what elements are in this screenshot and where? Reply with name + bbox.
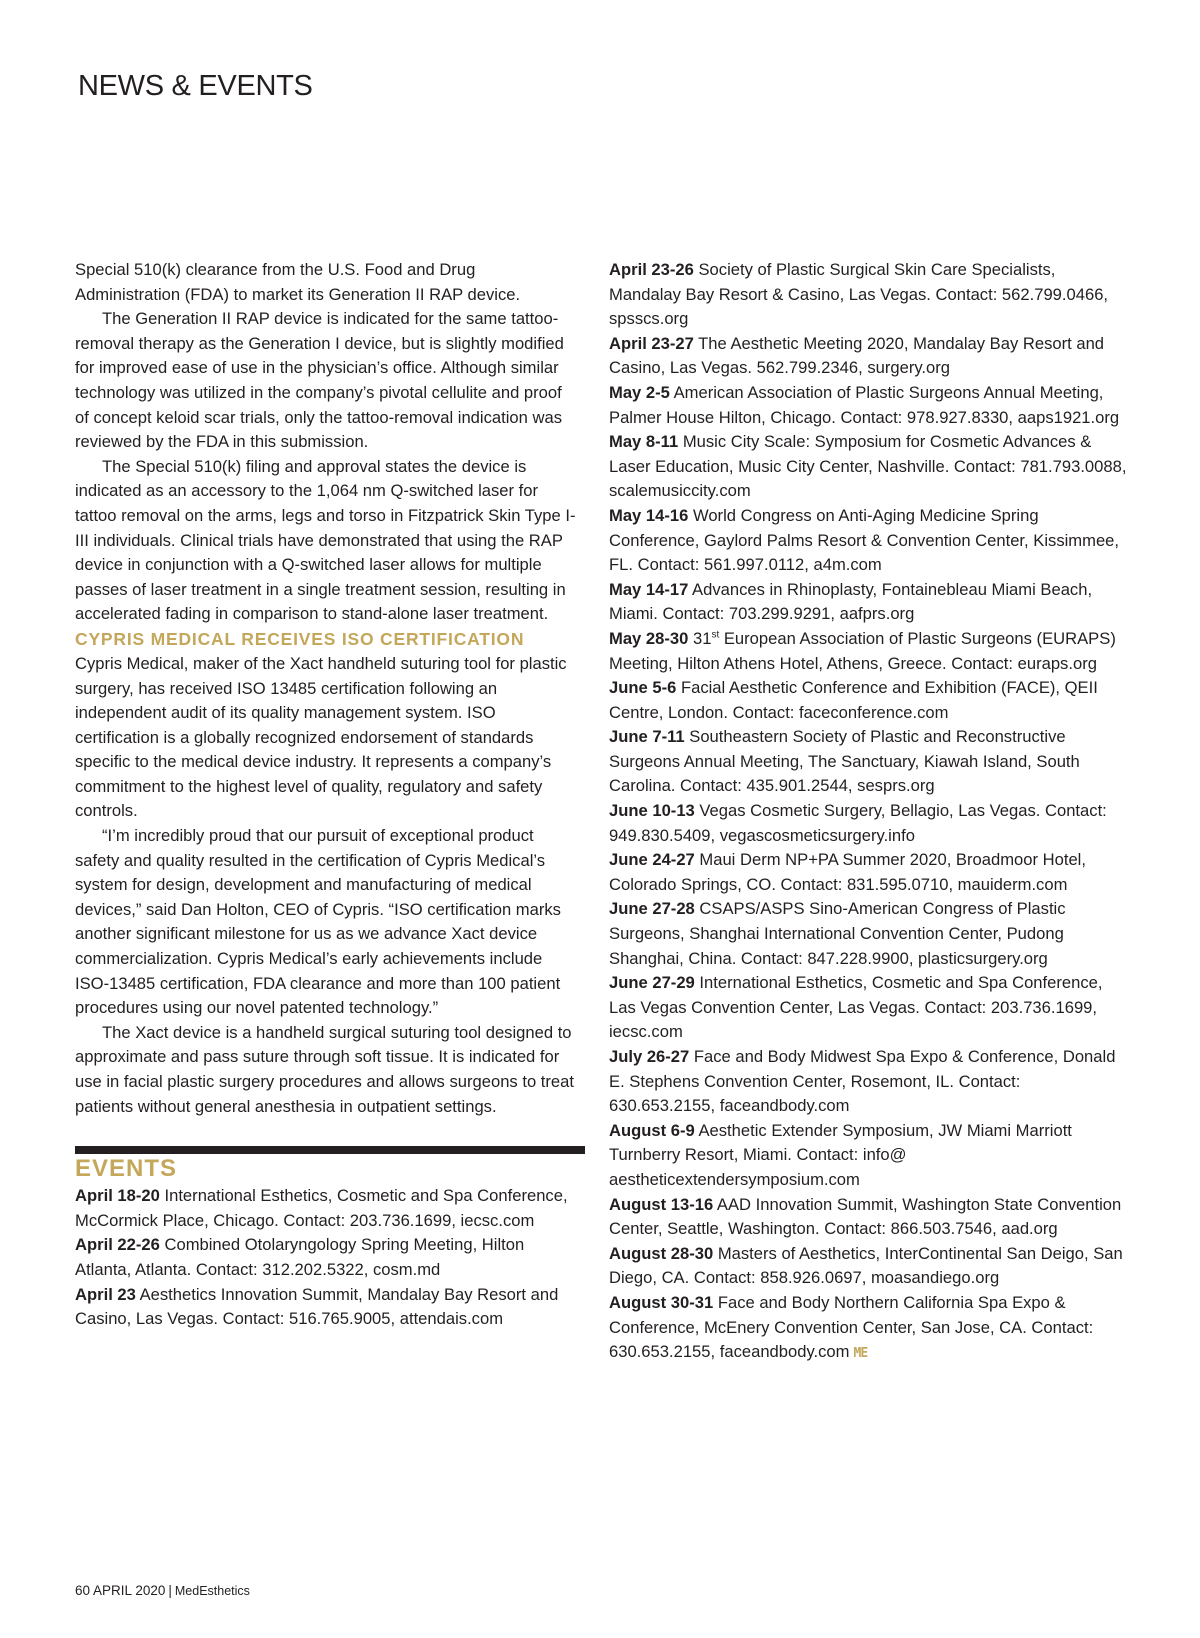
footer-separator: | [168, 1583, 172, 1598]
event-text: Vegas Cosmetic Surgery, Bellagio, Las Vegas. Contact: 949.830.5409, vegascosmeticsurgery.info [609, 801, 1107, 845]
ordinal-suffix: st [711, 629, 720, 641]
event-item [609, 332, 1129, 381]
end-mark: ME [853, 1346, 868, 1362]
events-heading: EVENTS [75, 1155, 178, 1183]
event-item [609, 799, 1129, 848]
event-date: April 18-20 [75, 1186, 160, 1206]
event-item [609, 430, 1129, 504]
event-text: International Esthetics, Cosmetic and Spa Conference, Las Vegas Convention Center, Las Vegas. Contact: 203.736.1699, iecsc.com [609, 973, 1103, 1042]
event-date: May 14-17 [609, 579, 689, 599]
event-item [609, 897, 1129, 971]
events-divider [75, 1146, 585, 1154]
event-item [609, 676, 1129, 725]
event-date: August 13-16 [609, 1194, 714, 1214]
issue-date: APRIL 2020 [93, 1583, 166, 1598]
event-item [609, 1045, 1129, 1119]
event-text: Aesthetic Extender Symposium, JW Miami Marriott Turnberry Resort, Miami. Contact: info@ aestheticextendersymposium.com [609, 1120, 1072, 1189]
left-column [75, 258, 580, 1332]
event-text: Society of Plastic Surgical Skin Care Specialists, Mandalay Bay Resort & Casino, Las Vegas. Contact: 562.799.0466, spsscs.org [609, 260, 1109, 329]
event-text: European Association of Plastic Surgeons (EURAPS) Meeting, Hilton Athens Hotel, Athens, Greece. Contact: euraps.org [609, 628, 1116, 673]
event-date: April 23 [75, 1284, 136, 1304]
event-text: Face and Body Midwest Spa Expo & Conference, Donald E. Stephens Convention Center, Rosemont, IL. Contact: 630.653.2155, faceandbody.com [609, 1047, 1116, 1116]
event-text: Maui Derm NP+PA Summer 2020, Broadmoor Hotel, Colorado Springs, CO. Contact: 831.595.0710, mauiderm.com [609, 850, 1086, 894]
event-text: Facial Aesthetic Conference and Exhibition (FACE), QEII Centre, London. Contact: faceconference.com [609, 678, 1098, 722]
event-date: August 6-9 [609, 1120, 695, 1140]
event-item [609, 627, 1129, 676]
section-title: NEWS & EVENTS [78, 70, 313, 102]
event-item [609, 1242, 1129, 1291]
page-footer [75, 1583, 250, 1598]
event-text: Masters of Aesthetics, InterContinental San Deigo, San Diego, CA. Contact: 858.926.0697, moasandiego.org [609, 1243, 1123, 1288]
event-item [75, 1283, 580, 1332]
event-item [609, 1119, 1129, 1193]
paragraph: The Special 510(k) filing and approval states the device is indicated as an accessory to the 1,064 nm Q-switched laser for tattoo removal on the arms, legs and torso in Fitzpatrick Skin Type I-III individuals. Clinical trials have demonstrated that using the RAP device in conjunction with a Q-switched laser allows for multiple passes of laser treatment in a single treatment session, resulting in accelerated fading in comparison to stand-alone laser treatment. [75, 456, 576, 624]
event-item [609, 848, 1129, 897]
paragraph: Cypris Medical, maker of the Xact handheld suturing tool for plastic surgery, has received ISO 13485 certification following an independent audit of its quality management system. ISO certification is a globally recognized endorsement of standards specific to the medical device industry. It represents a company’s commitment to the highest level of quality, regulatory and safety controls. [75, 653, 567, 821]
event-item [609, 971, 1129, 1045]
event-date: July 26-27 [609, 1047, 690, 1066]
event-text: The Aesthetic Meeting 2020, Mandalay Bay Resort and Casino, Las Vegas. 562.799.2346, surgery.org [609, 333, 1105, 378]
article-subheading: CYPRIS MEDICAL RECEIVES ISO CERTIFICATION [75, 628, 525, 649]
event-date: June 27-28 [609, 899, 695, 919]
event-text: CSAPS/ASPS Sino-American Congress of Plastic Surgeons, Shanghai International Convention Center, Pudong Shanghai, China. Contact: 847.228.9900, plasticsurgery.org [609, 899, 1066, 968]
event-date: May 14-16 [609, 505, 689, 525]
event-ordinal: 31 [692, 628, 712, 648]
event-date: June 5-6 [609, 678, 677, 698]
event-date: August 28-30 [609, 1243, 714, 1263]
event-item [609, 725, 1129, 799]
event-item [609, 258, 1129, 332]
event-text: Combined Otolaryngology Spring Meeting, Hilton Atlanta, Atlanta. Contact: 312.202.5322, cosm.md [75, 1235, 525, 1279]
event-text: Music City Scale: Symposium for Cosmetic Advances & Laser Education, Music City Center, Nashville. Contact: 781.793.0088, scalemusiccity.com [609, 432, 1127, 501]
page-number: 60 [75, 1583, 91, 1598]
event-text: American Association of Plastic Surgeons Annual Meeting, Palmer House Hilton, Chicago. Contact: 978.927.8330, aaps1921.org [609, 382, 1120, 427]
event-item [609, 504, 1129, 578]
event-item [609, 381, 1129, 430]
event-date: May 2-5 [609, 382, 670, 402]
event-date: May 28-30 [609, 628, 689, 648]
event-item [609, 1291, 1129, 1367]
event-date: August 30-31 [609, 1292, 714, 1312]
event-text: Advances in Rhinoplasty, Fontainebleau Miami Beach, Miami. Contact: 703.299.9291, aafprs.org [609, 579, 1093, 624]
publication-name: MedEsthetics [174, 1584, 250, 1598]
event-item [609, 578, 1129, 627]
event-date: April 22-26 [75, 1235, 160, 1255]
right-column [609, 258, 1129, 1367]
event-date: April 23-26 [609, 260, 694, 279]
event-text: Face and Body Northern California Spa Expo & Conference, McEnery Convention Center, San Jose, CA. Contact: 630.653.2155, faceandbody.com [609, 1292, 1094, 1362]
event-text: AAD Innovation Summit, Washington State Convention Center, Seattle, Washington. Contact: 866.503.7546, aad.org [609, 1194, 1122, 1239]
event-text: International Esthetics, Cosmetic and Spa Conference, McCormick Place, Chicago. Contact: 203.736.1699, iecsc.com [75, 1186, 568, 1230]
event-date: April 23-27 [609, 333, 694, 353]
event-text: Southeastern Society of Plastic and Reconstructive Surgeons Annual Meeting, The Sanctuary, Kiawah Island, South Carolina. Contact: 435.901.2544, sesprs.org [609, 727, 1080, 796]
paragraph: Special 510(k) clearance from the U.S. Food and Drug Administration (FDA) to market its Generation II RAP device. [75, 260, 521, 304]
event-text: World Congress on Anti-Aging Medicine Spring Conference, Gaylord Palms Resort & Convention Center, Kissimmee, FL. Contact: 561.997.0112, a4m.com [609, 505, 1120, 575]
event-date: June 27-29 [609, 973, 695, 993]
event-item [75, 1184, 580, 1233]
paragraph: The Generation II RAP device is indicated for the same tattoo-removal therapy as the Generation I device, but is slightly modified for improved ease of use in the physician’s office. Although similar technology was utilized in the company’s pivotal cellulite and proof of concept keloid scar trials, only the tattoo-removal indication was reviewed by the FDA in this submission. [75, 309, 564, 452]
event-text: Aesthetics Innovation Summit, Mandalay Bay Resort and Casino, Las Vegas. Contact: 516.765.9005, attendais.com [75, 1284, 559, 1329]
event-date: June 24-27 [609, 850, 695, 870]
event-item [609, 1193, 1129, 1242]
event-item [75, 1233, 580, 1282]
event-date: June 10-13 [609, 801, 695, 821]
paragraph: “I’m incredibly proud that our pursuit of exceptional product safety and quality resulted in the certification of Cypris Medical’s system for design, development and manufacturing of medical devices,” said Dan Holton, CEO of Cypris. “ISO certification marks another significant milestone for us as we advance Xact device commercialization. Cypris Medical’s early achievements include ISO-13485 certification, FDA clearance and more than 100 patient procedures using our novel patented technology.” [75, 826, 561, 1018]
event-date: May 8-11 [609, 432, 679, 452]
paragraph: The Xact device is a handheld surgical suturing tool designed to approximate and pass suture through soft tissue. It is indicated for use in facial plastic surgery procedures and allows surgeons to treat patients without general anesthesia in outpatient settings. [75, 1022, 574, 1116]
event-date: June 7-11 [609, 727, 685, 747]
